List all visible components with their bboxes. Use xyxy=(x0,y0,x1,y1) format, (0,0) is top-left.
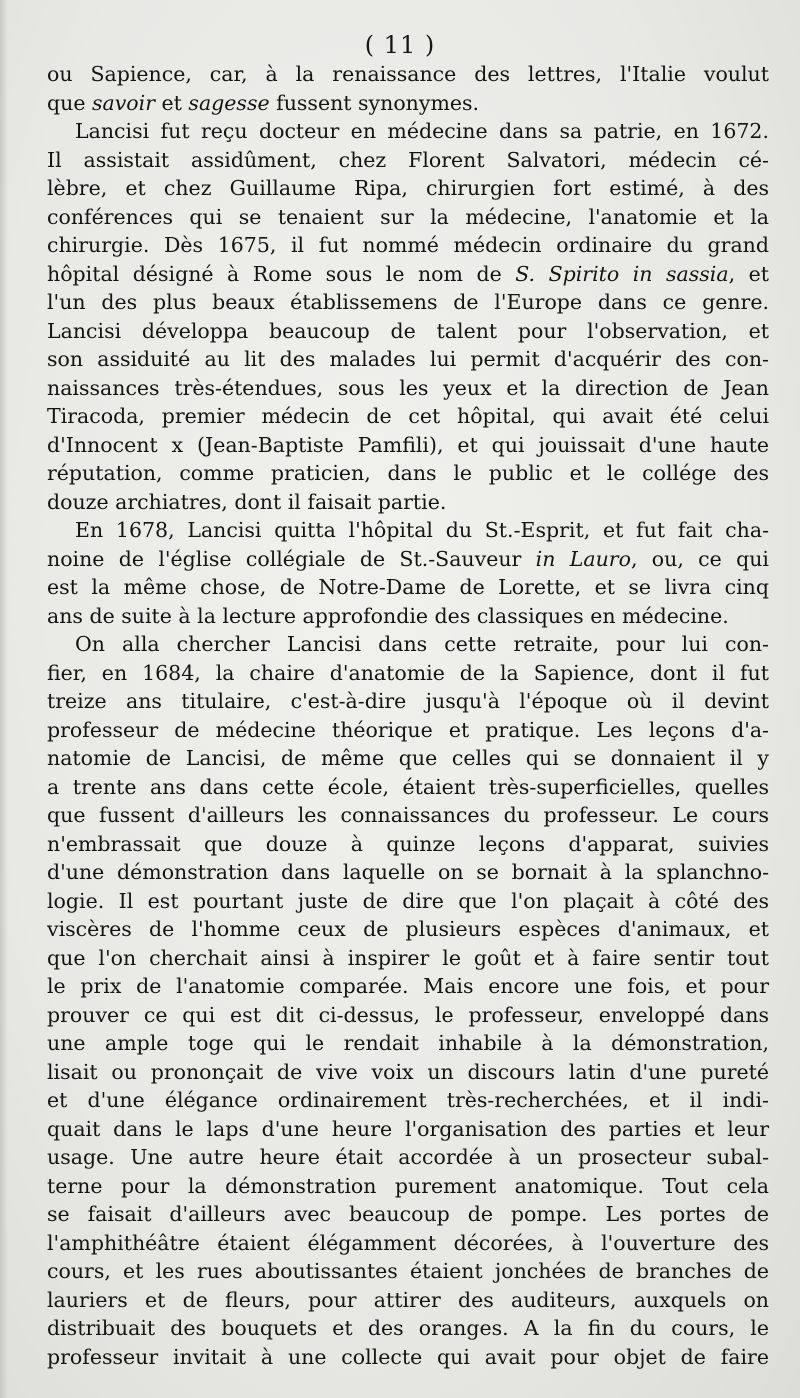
text-line xyxy=(47,744,769,773)
text-line xyxy=(47,260,769,289)
text-segment: Il assistait assidûment, chez Florent Salvatori, médecin cé- xyxy=(47,147,769,172)
text-segment: d'Innocent x (Jean-Baptiste Pamfili), et qui jouissait d'une haute xyxy=(47,432,769,457)
text-segment: lauriers et de fleurs, pour attirer des auditeurs, auxquels on xyxy=(47,1287,769,1312)
text-segment: noine de l'église collégiale de St.-Sauveur xyxy=(47,546,536,571)
text-segment: que l'on cherchait ainsi à inspirer le goût et à faire sentir tout xyxy=(47,945,769,970)
text-segment: l'un des plus beaux établissemens de l'Europe dans ce genre. xyxy=(47,290,769,314)
text-segment: hôpital désigné à Rome sous le nom de xyxy=(47,261,516,286)
text-segment: professeur invitait à une collecte qui avait pour objet de faire xyxy=(47,1344,769,1369)
text-line xyxy=(47,801,769,830)
text-line xyxy=(47,1029,769,1058)
text-line xyxy=(47,459,769,488)
text-segment: viscères de l'homme ceux de plusieurs espèces d'animaux, et xyxy=(47,917,769,941)
text-line xyxy=(47,288,769,317)
italic-text: S. Spirito in sassia xyxy=(515,261,729,286)
text-line xyxy=(47,659,769,688)
page-edge-shadow xyxy=(0,0,8,1398)
text-line xyxy=(47,1143,769,1172)
text-line xyxy=(47,545,769,574)
text-line xyxy=(47,431,769,460)
text-segment: lèbre, et chez Guillaume Ripa, chirurgien fort estimé, à des xyxy=(47,176,769,200)
text-line xyxy=(47,1001,769,1030)
italic-text: in Lauro xyxy=(535,546,631,571)
text-line xyxy=(47,944,769,973)
text-segment: réputation, comme praticien, dans le public et le collége des xyxy=(47,461,769,485)
text-line xyxy=(47,1058,769,1087)
text-line xyxy=(47,1200,769,1229)
text-line xyxy=(47,203,769,232)
text-segment: est la même chose, de Notre-Dame de Lorette, et se livra cinq xyxy=(47,575,769,599)
text-line xyxy=(47,602,769,631)
text-segment: natomie de Lancisi, de même que celles qui se donnaient il y xyxy=(47,746,769,770)
text-line xyxy=(47,231,769,260)
text-segment: que xyxy=(47,90,92,115)
text-line xyxy=(47,887,769,916)
text-segment: usage. Une autre heure était accordée à un prosecteur subal- xyxy=(47,1145,769,1169)
text-segment: chirurgie. Dès 1675, il fut nommé médecin ordinaire du grand xyxy=(47,233,769,257)
page-number xyxy=(0,28,800,62)
text-segment: treize ans titulaire, c'est-à-dire jusqu'à l'époque où il devint xyxy=(47,689,769,713)
text-segment: ou Sapience, car, à la renaissance des lettres, l'Italie voulut xyxy=(47,62,769,86)
text-line xyxy=(47,830,769,859)
italic-text: savoir xyxy=(91,90,156,115)
text-line xyxy=(47,1229,769,1258)
text-line xyxy=(47,1314,769,1343)
text-line xyxy=(47,573,769,602)
text-line xyxy=(47,1343,769,1372)
text-line xyxy=(47,1257,769,1286)
text-segment: professeur de médecine théorique et pratique. Les leçons d'a- xyxy=(47,717,769,742)
text-segment: logie. Il est pourtant juste de dire que l'on plaçait à côté des xyxy=(47,888,769,913)
text-segment: conférences qui se tenaient sur la médecine, l'anatomie et la xyxy=(47,204,769,229)
text-segment: prouver ce qui est dit ci-dessus, le professeur, enveloppé dans xyxy=(47,1002,769,1027)
text-line xyxy=(47,174,769,203)
text-segment: terne pour la démonstration purement anatomique. Tout cela xyxy=(47,1173,769,1198)
text-line xyxy=(47,915,769,944)
text-segment: d'une démonstration dans laquelle on se bornait à la splanchno- xyxy=(47,860,769,884)
text-line xyxy=(47,374,769,403)
text-segment: lisait ou prononçait de vive voix un discours latin d'une pureté xyxy=(47,1059,769,1084)
text-segment: , et xyxy=(728,261,769,286)
text-line xyxy=(47,345,769,374)
text-segment: une ample toge qui le rendait inhabile à la démonstration, xyxy=(47,1031,769,1055)
text-line xyxy=(47,402,769,431)
text-segment: le prix de l'anatomie comparée. Mais encore une fois, et pour xyxy=(47,974,769,998)
text-segment: et xyxy=(155,90,189,115)
text-line xyxy=(47,488,769,517)
text-line xyxy=(47,89,769,118)
text-line xyxy=(47,1286,769,1315)
text-segment: son assiduité au lit des malades lui permit d'acquérir des con- xyxy=(47,347,769,371)
text-line xyxy=(47,716,769,745)
text-line xyxy=(47,1172,769,1201)
text-line xyxy=(47,317,769,346)
italic-text: sagesse xyxy=(188,90,270,115)
text-line xyxy=(47,687,769,716)
text-segment: n'embrassait que douze à quinze leçons d'apparat, suivies xyxy=(47,831,769,856)
text-segment: distribuait des bouquets et des oranges. A la fin du cours, le xyxy=(47,1316,769,1340)
text-segment: On alla chercher Lancisi dans cette retraite, pour lui con- xyxy=(75,632,769,656)
text-line xyxy=(47,630,769,659)
text-line xyxy=(47,773,769,802)
text-line xyxy=(47,117,769,146)
text-segment: fussent synonymes. xyxy=(269,90,480,115)
text-segment: se faisait d'ailleurs avec beaucoup de pompe. Les portes de xyxy=(47,1202,769,1226)
text-segment: et d'une élégance ordinairement très-recherchées, et il indi- xyxy=(47,1088,769,1112)
text-line xyxy=(47,1086,769,1115)
text-segment: a trente ans dans cette école, étaient très-superficielles, quelles xyxy=(47,774,769,799)
text-segment: fier, en 1684, la chaire d'anatomie de la Sapience, dont il fut xyxy=(47,660,769,685)
text-segment: Lancisi développa beaucoup de talent pour l'observation, et xyxy=(47,318,769,343)
text-segment: cours, et les rues aboutissantes étaient jonchées de branches de xyxy=(47,1259,769,1283)
text-segment: En 1678, Lancisi quitta l'hôpital du St.-Esprit, et fut fait cha- xyxy=(75,518,769,542)
text-segment: , ou, ce qui xyxy=(630,546,769,571)
text-segment: naissances très-étendues, sous les yeux et la direction de Jean xyxy=(47,375,769,400)
text-line xyxy=(47,516,769,545)
text-segment: quait dans le laps d'une heure l'organisation des parties et leur xyxy=(47,1116,769,1141)
text-segment: Lancisi fut reçu docteur en médecine dans sa patrie, en 1672. xyxy=(75,119,769,143)
text-segment: que fussent d'ailleurs les connaissances du professeur. Le cours xyxy=(47,803,769,827)
text-line xyxy=(47,1115,769,1144)
page-number-text: ( 11 ) xyxy=(364,31,436,59)
text-segment: Tiracoda, premier médecin de cet hôpital, qui avait été celui xyxy=(47,404,769,428)
text-line xyxy=(47,146,769,175)
text-segment: douze archiatres, dont il faisait partie. xyxy=(47,489,447,514)
text-segment: l'amphithéâtre étaient élégamment décorées, à l'ouverture des xyxy=(47,1230,769,1255)
text-line xyxy=(47,972,769,1001)
text-line xyxy=(47,858,769,887)
text-line xyxy=(47,60,769,89)
text-segment: ans de suite à la lecture approfondie des classiques en médecine. xyxy=(47,603,729,628)
body-text xyxy=(47,60,769,1371)
